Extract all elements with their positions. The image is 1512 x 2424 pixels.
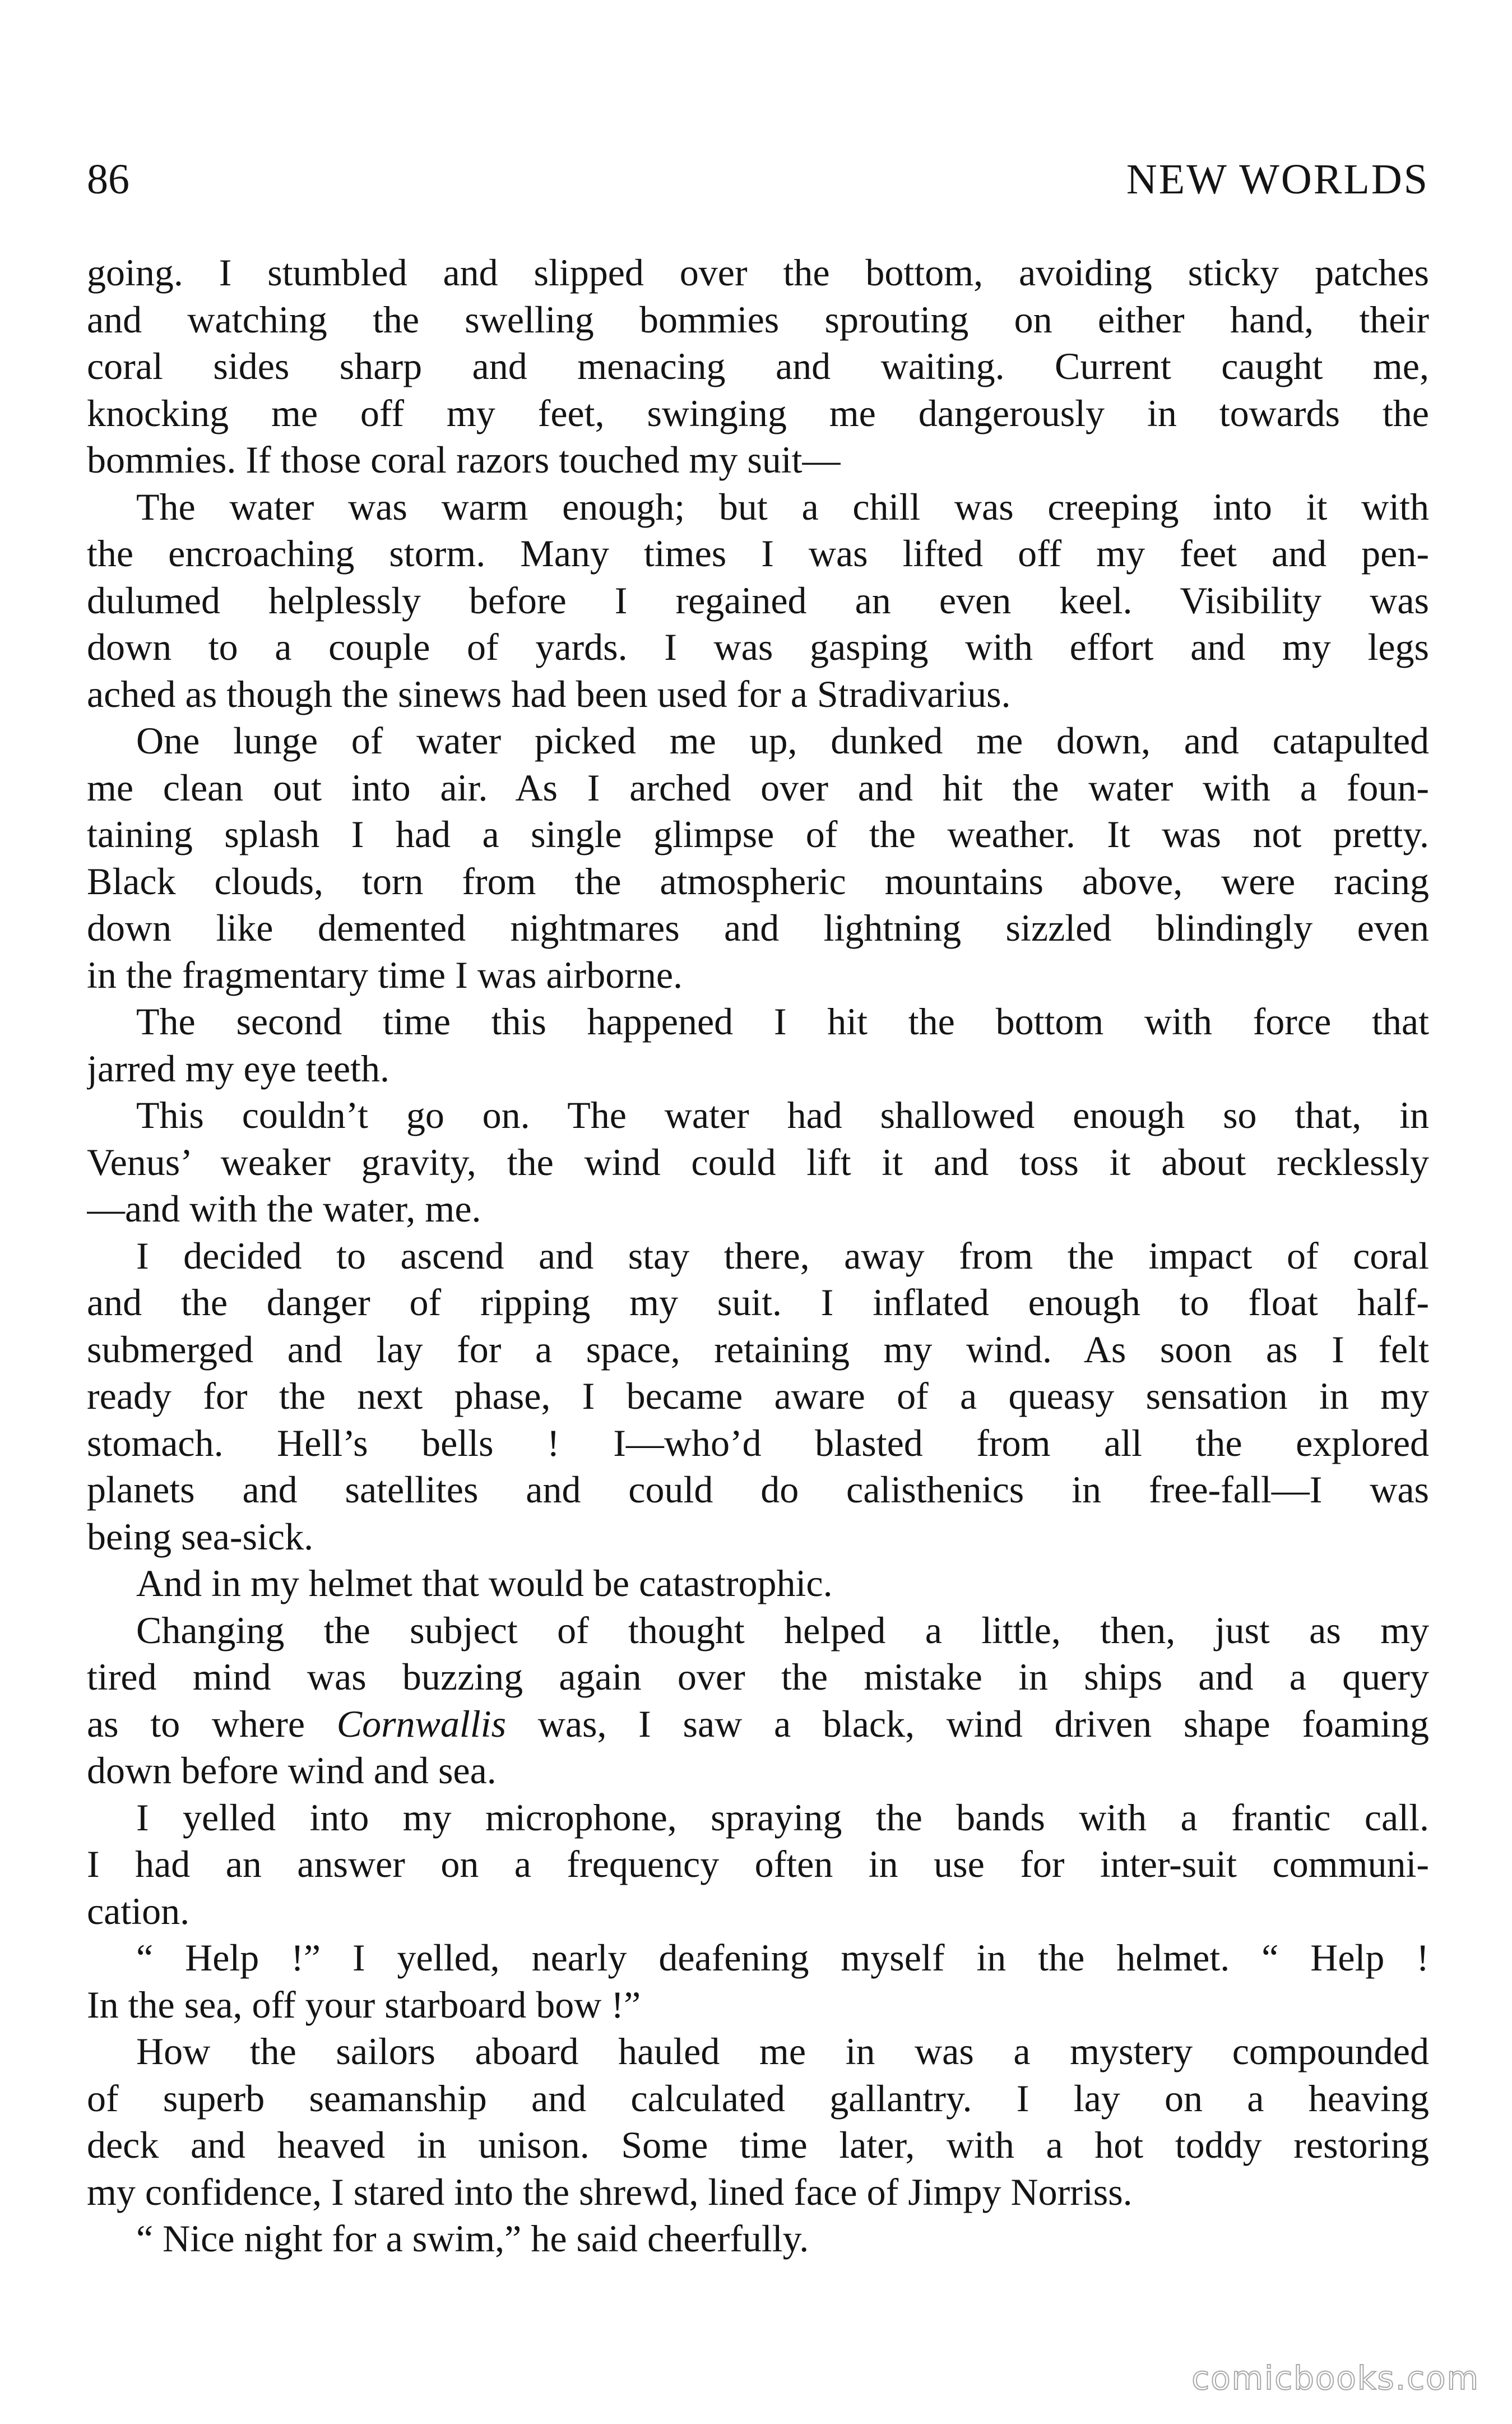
text-line: This couldn’t go on. The water had shallowed enough so that, in: [136, 1094, 1429, 1136]
text-line: taining splash I had a single glimpse of the weather. It was not pretty.: [87, 813, 1429, 855]
text-line: cation.: [87, 1889, 190, 1932]
text-line: dulumed helplessly before I regained an even keel. Visibility was: [87, 579, 1429, 622]
text-line: The second time this happened I hit the bottom with force that: [136, 1000, 1429, 1043]
text-line: ready for the next phase, I became aware of a queasy sensation in my: [87, 1375, 1429, 1417]
text-line: the encroaching storm. Many times I was lifted off my feet and pen-: [87, 532, 1429, 575]
text-line: ached as though the sinews had been used for a Stradivarius.: [87, 672, 1011, 715]
text-line: In the sea, off your starboard bow !”: [87, 1983, 641, 2026]
ship-name: Cornwallis: [336, 1702, 507, 1745]
text-line: down like demented nightmares and lightning sizzled blindingly even: [87, 906, 1429, 949]
text-line: And in my helmet that would be catastrophic.: [136, 1562, 833, 1604]
paragraph: [87, 2215, 1429, 2263]
paragraph: [87, 484, 1429, 718]
paragraph: [87, 2028, 1429, 2215]
text-line: coral sides sharp and menacing and waiting. Current caught me,: [87, 345, 1429, 387]
text-line: I had an answer on a frequency often in use for inter-suit communi-: [87, 1843, 1429, 1885]
text-line: bommies. If those coral razors touched my suit—: [87, 438, 841, 481]
paragraph: [87, 249, 1429, 484]
text-line: me clean out into air. As I arched over and hit the water with a foun-: [87, 766, 1429, 809]
text-line: my confidence, I stared into the shrewd, lined face of Jimpy Norriss.: [87, 2170, 1133, 2213]
text-line: The water was warm enough; but a chill was creeping into it with: [136, 485, 1429, 528]
paragraph: [87, 1092, 1429, 1233]
paragraph: [87, 718, 1429, 998]
text-line: How the sailors aboard hauled me in was a mystery compounded: [136, 2030, 1429, 2073]
text-line: being sea-sick.: [87, 1515, 314, 1558]
text-line: and the danger of ripping my suit. I inflated enough to float half-: [87, 1281, 1429, 1324]
running-head: [87, 151, 1429, 207]
text-line: of superb seamanship and calculated gallantry. I lay on a heaving: [87, 2076, 1429, 2120]
text-line: jarred my eye teeth.: [87, 1047, 389, 1090]
paragraph: [87, 1794, 1429, 1935]
text-line: Black clouds, torn from the atmospheric mountains above, were racing: [87, 859, 1429, 903]
paragraph: [87, 1233, 1429, 1561]
text-line: going. I stumbled and slipped over the bottom, avoiding sticky patches: [87, 251, 1429, 294]
page-number: 86: [87, 156, 129, 203]
paragraph: [87, 1607, 1429, 1794]
text-line: down to a couple of yards. I was gasping with effort and my legs: [87, 626, 1429, 668]
paragraph: [87, 1935, 1429, 2028]
body-text: [87, 249, 1429, 2263]
watermark-logo: comicbooks.com: [1191, 2359, 1479, 2397]
book-page: [87, 0, 1429, 2424]
text-line: Venus’ weaker gravity, the wind could lift it and toss it about recklessly: [87, 1140, 1429, 1183]
text-line: submerged and lay for a space, retaining my wind. As soon as I felt: [87, 1327, 1429, 1371]
paragraph: [87, 1560, 1429, 1607]
text-line: planets and satellites and could do calisthenics in free-fall—I was: [87, 1468, 1429, 1511]
text-line: and watching the swelling bommies sprouting on either hand, their: [87, 298, 1429, 341]
text-line: I yelled into my microphone, spraying the bands with a frantic call.: [136, 1796, 1429, 1839]
text-line: knocking me off my feet, swinging me dangerously in towards the: [87, 391, 1429, 434]
text-line: One lunge of water picked me up, dunked me down, and catapulted: [136, 719, 1429, 762]
text-line: stomach. Hell’s bells ! I—who’d blasted from all the explored: [87, 1421, 1429, 1464]
text-line: “ Help !” I yelled, nearly deafening myself in the helmet. “ Help !: [136, 1936, 1429, 1979]
text-line: I decided to ascend and stay there, away from the impact of coral: [136, 1234, 1429, 1277]
text-line: in the fragmentary time I was airborne.: [87, 953, 683, 996]
running-title: NEW WORLDS: [1126, 156, 1429, 203]
text-line: deck and heaved in unison. Some time later, with a hot toddy restoring: [87, 2124, 1429, 2166]
paragraph: [87, 998, 1429, 1092]
text-line: “ Nice night for a swim,” he said cheerfully.: [136, 2217, 809, 2260]
text-line: as to where Cornwallis was, I saw a black, wind driven shape foaming: [87, 1702, 1429, 1745]
text-line: —and with the water, me.: [87, 1187, 481, 1230]
text-line: tired mind was buzzing again over the mistake in ships and a query: [87, 1655, 1429, 1698]
text-line: down before wind and sea.: [87, 1749, 497, 1792]
text-line: Changing the subject of thought helped a little, then, just as my: [136, 1608, 1429, 1652]
